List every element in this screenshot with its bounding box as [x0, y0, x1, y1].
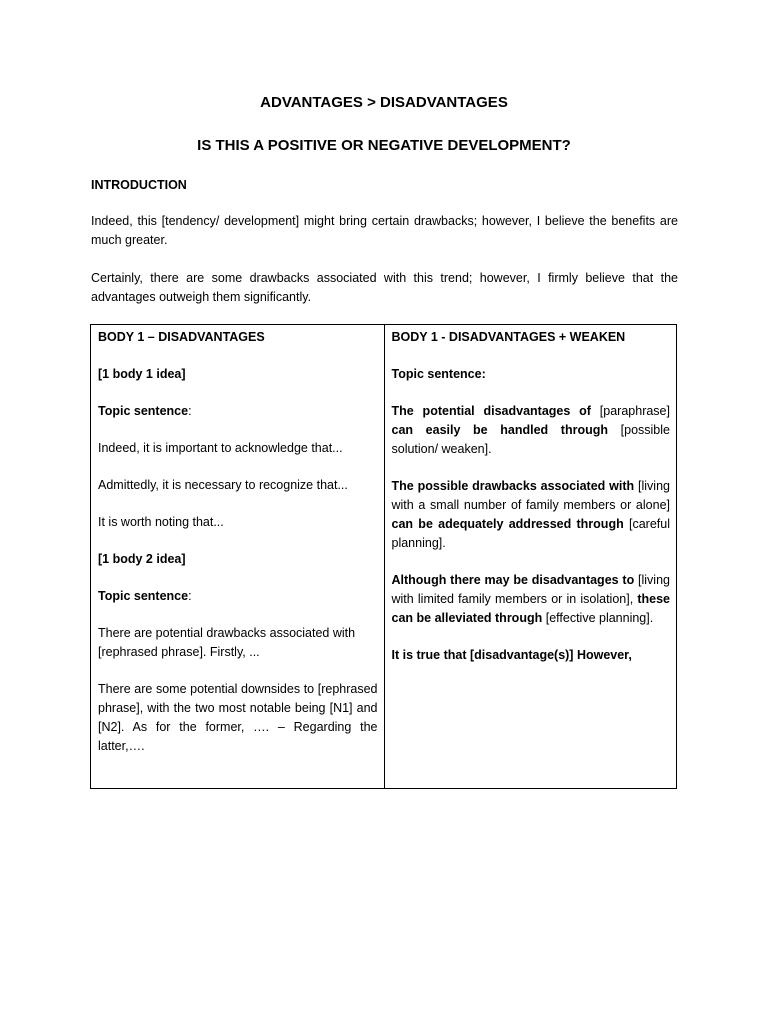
phrase-potential-downsides: There are some potential downsides to [rephrased phrase], with the two most notable being [N1] and [N2]. As for the former, …. – Regarding the latter,….: [98, 682, 378, 753]
left-column: [91, 325, 385, 788]
bold-text: can be adequately addressed through: [391, 517, 624, 531]
placeholder-text: [careful planning].: [391, 517, 670, 550]
idea-1-label: [1 body 1 idea]: [98, 367, 186, 381]
phrase-worth-noting: It is worth noting that...: [98, 515, 224, 529]
topic-sentence-label-1: [98, 402, 378, 421]
placeholder-text: [possible solution/ weaken].: [391, 423, 670, 456]
body-table: [90, 324, 677, 789]
bold-text: Although there may be disadvantages to: [391, 573, 635, 587]
bold-text: these can be alleviated through: [391, 592, 670, 625]
topic-sentence-label: Topic sentence:: [391, 367, 486, 381]
topic-sentence-colon: :: [188, 404, 192, 418]
topic-sentence-colon: :: [188, 589, 192, 603]
topic-sentence-label-2: [98, 587, 378, 606]
document-subtitle: IS THIS A POSITIVE OR NEGATIVE DEVELOPMENT?: [197, 137, 571, 154]
bold-text: The possible drawbacks associated with: [391, 479, 635, 493]
placeholder-text: [effective planning].: [545, 611, 654, 625]
introduction-paragraph-1: Indeed, this [tendency/ development] might bring certain drawbacks; however, I believe the benefits are much greater.: [91, 214, 678, 247]
idea-2-label: [1 body 2 idea]: [98, 552, 186, 566]
introduction-paragraph-2: Certainly, there are some drawbacks associated with this trend; however, I firmly believe that the advantages outweigh them significantly.: [91, 271, 678, 304]
weaken-paragraph-1: [392, 402, 671, 459]
introduction-heading: INTRODUCTION: [91, 178, 187, 192]
topic-sentence-text: Topic sentence: [98, 589, 189, 603]
weaken-paragraph-3: [392, 571, 671, 628]
right-column: [385, 325, 677, 788]
weaken-paragraph-4: It is true that [disadvantage(s)] However,: [391, 648, 632, 662]
placeholder-text: [paraphrase]: [599, 404, 670, 418]
bold-text: The potential disadvantages of: [391, 404, 591, 418]
phrase-admittedly: Admittedly, it is necessary to recognize that...: [98, 478, 348, 492]
placeholder-text: [living with limited family members or in isolation],: [391, 573, 670, 606]
left-column-header: BODY 1 – DISADVANTAGES: [98, 330, 265, 344]
phrase-potential-drawbacks: There are potential drawbacks associated with [rephrased phrase]. Firstly, ...: [98, 626, 356, 659]
placeholder-text: [living with a small number of family members or alone]: [391, 479, 670, 512]
document-title: ADVANTAGES > DISADVANTAGES: [260, 94, 508, 111]
phrase-acknowledge: Indeed, it is important to acknowledge that...: [98, 441, 343, 455]
bold-text: can easily be handled through: [391, 423, 609, 437]
weaken-paragraph-2: [392, 477, 671, 553]
right-column-header: BODY 1 - DISADVANTAGES + WEAKEN: [391, 330, 626, 344]
topic-sentence-text: Topic sentence: [98, 404, 189, 418]
